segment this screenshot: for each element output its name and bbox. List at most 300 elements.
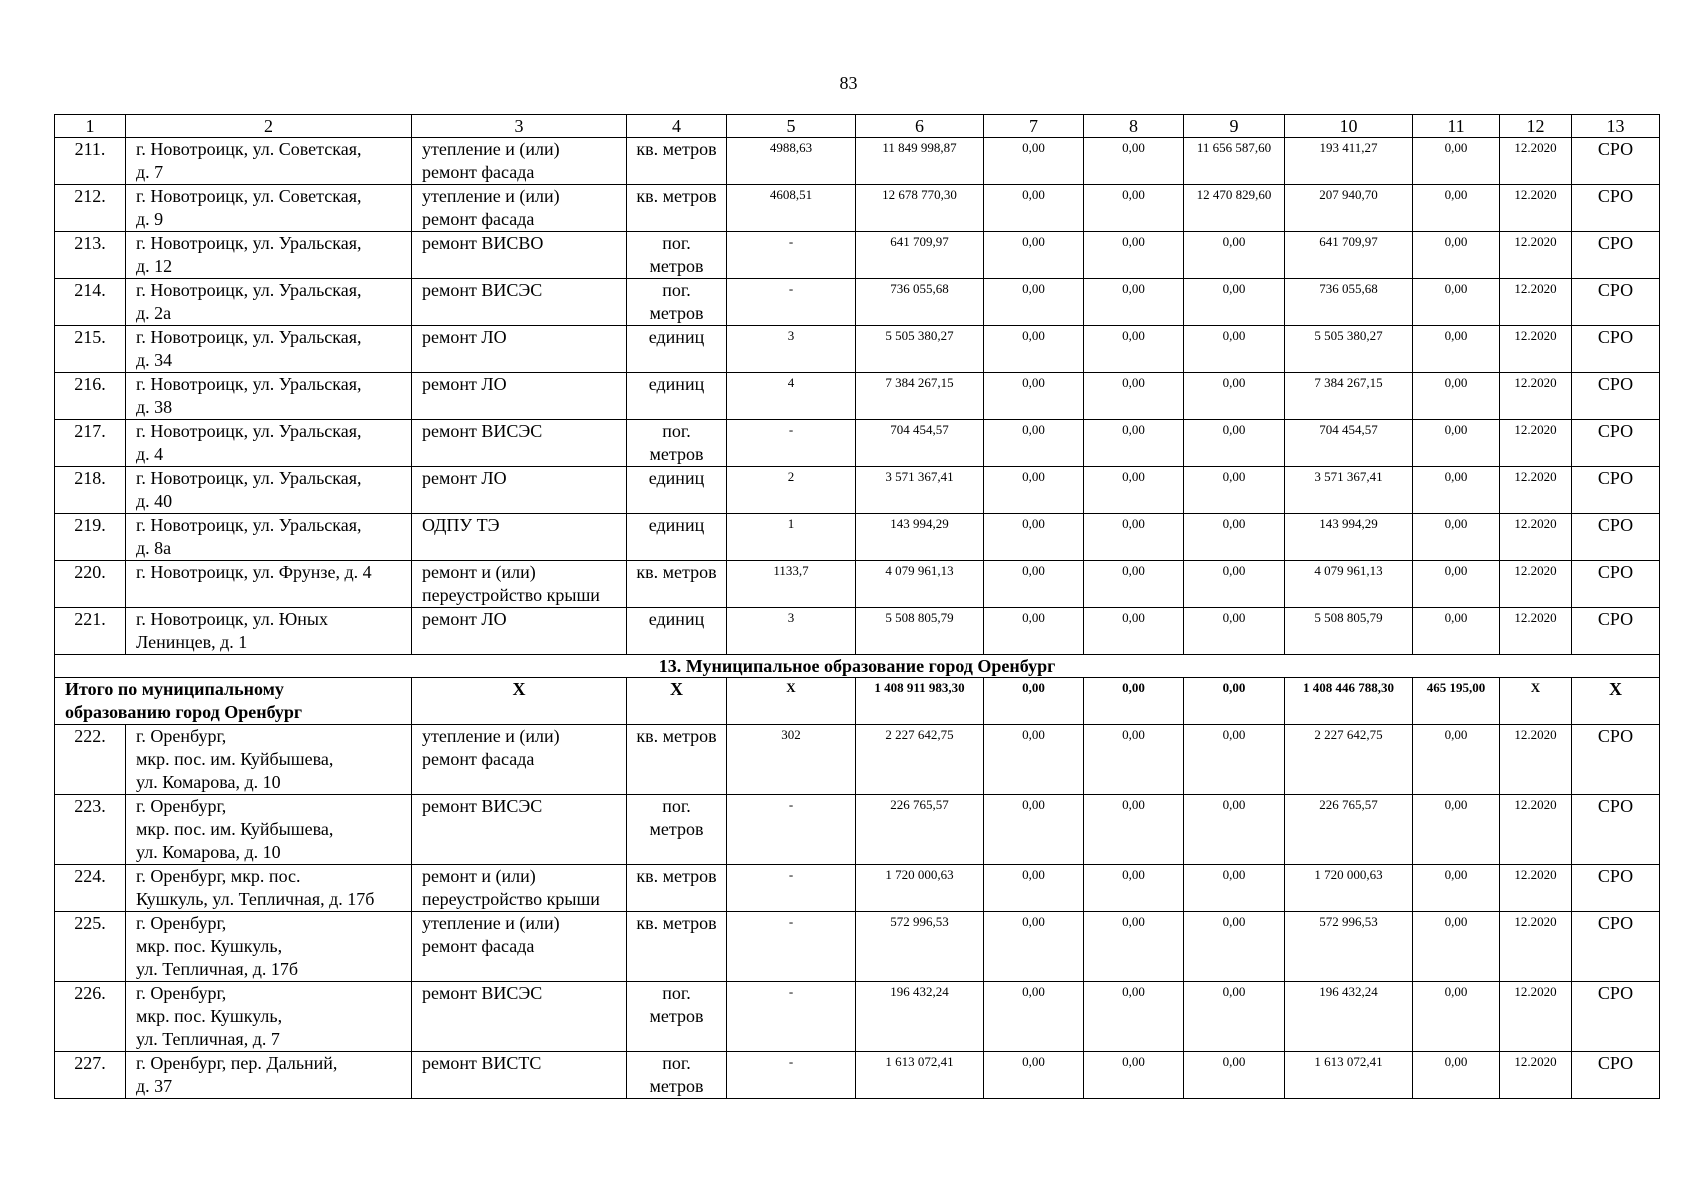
- owners-funds-cell: 143 994,29: [1285, 514, 1413, 561]
- owners-funds-cell: 196 432,24: [1285, 982, 1413, 1052]
- method-cell: СРО: [1572, 561, 1660, 608]
- local-budget-cell: 0,00: [1184, 420, 1285, 467]
- budget-cell: 0,00: [1084, 912, 1184, 982]
- total-other-funds-cell: 465 195,00: [1413, 678, 1500, 725]
- address-cell-line: ул. Комарова, д. 10: [136, 842, 281, 862]
- total-x-cell: X: [1500, 678, 1572, 725]
- volume-cell: 1133,7: [727, 561, 856, 608]
- table-row: [55, 467, 1660, 514]
- budget-cell: 0,00: [1084, 725, 1184, 795]
- unit-cell-line: кв. метров: [636, 726, 717, 746]
- term-cell: 12.2020: [1500, 138, 1572, 185]
- other-funds-cell: 0,00: [1413, 561, 1500, 608]
- unit-cell-line: пог.: [662, 983, 691, 1003]
- total-x-cell: X: [627, 678, 727, 725]
- address-cell-line: д. 12: [136, 256, 173, 276]
- volume-cell: 1: [727, 514, 856, 561]
- column-number: 12: [1500, 115, 1572, 138]
- unit-cell-line: пог.: [662, 280, 691, 300]
- local-budget-cell: 0,00: [1184, 608, 1285, 655]
- address-cell-line: г. Новотроицк, ул. Уральская,: [136, 421, 362, 441]
- address-cell: [126, 865, 412, 912]
- work-type-cell-line: утепление и (или): [422, 726, 560, 746]
- unit-cell-line: метров: [649, 819, 704, 839]
- address-cell: [126, 326, 412, 373]
- column-number: 11: [1413, 115, 1500, 138]
- address-cell-line: мкр. пос. Кушкуль,: [136, 1006, 283, 1026]
- total-cost-cell: 736 055,68: [856, 279, 984, 326]
- volume-cell: -: [727, 279, 856, 326]
- unit-cell: [627, 279, 727, 326]
- owners-funds-cell: 3 571 367,41: [1285, 467, 1413, 514]
- owners-funds-cell: 226 765,57: [1285, 795, 1413, 865]
- row-number: 225.: [55, 912, 126, 982]
- fund-cell: 0,00: [984, 1052, 1084, 1099]
- work-type-cell-line: ремонт ЛО: [422, 468, 507, 488]
- unit-cell-line: кв. метров: [636, 139, 717, 159]
- table-row: [55, 865, 1660, 912]
- work-type-cell: [412, 865, 627, 912]
- term-cell: 12.2020: [1500, 279, 1572, 326]
- total-fund-cell: 0,00: [984, 678, 1084, 725]
- local-budget-cell: 0,00: [1184, 912, 1285, 982]
- address-cell-line: г. Новотроицк, ул. Уральская,: [136, 468, 362, 488]
- other-funds-cell: 0,00: [1413, 279, 1500, 326]
- local-budget-cell: 0,00: [1184, 561, 1285, 608]
- unit-cell-line: кв. метров: [636, 913, 717, 933]
- address-cell: [126, 185, 412, 232]
- owners-funds-cell: 193 411,27: [1285, 138, 1413, 185]
- local-budget-cell: 0,00: [1184, 982, 1285, 1052]
- table-row: [55, 725, 1660, 795]
- unit-cell-line: пог.: [662, 233, 691, 253]
- total-cost-cell: 1 613 072,41: [856, 1052, 984, 1099]
- budget-cell: 0,00: [1084, 232, 1184, 279]
- address-cell-line: мкр. пос. им. Куйбышева,: [136, 819, 334, 839]
- unit-cell: [627, 561, 727, 608]
- unit-cell: [627, 865, 727, 912]
- method-cell: СРО: [1572, 326, 1660, 373]
- budget-cell: 0,00: [1084, 1052, 1184, 1099]
- unit-cell: [627, 608, 727, 655]
- total-cost-cell: 2 227 642,75: [856, 725, 984, 795]
- address-cell-line: г. Новотроицк, ул. Уральская,: [136, 233, 362, 253]
- address-cell-line: Ленинцев, д. 1: [136, 632, 248, 652]
- unit-cell: [627, 326, 727, 373]
- volume-cell: 4: [727, 373, 856, 420]
- address-cell: [126, 467, 412, 514]
- owners-funds-cell: 1 613 072,41: [1285, 1052, 1413, 1099]
- address-cell-line: г. Новотроицк, ул. Уральская,: [136, 374, 362, 394]
- column-number: 1: [55, 115, 126, 138]
- method-cell: СРО: [1572, 1052, 1660, 1099]
- fund-cell: 0,00: [984, 982, 1084, 1052]
- column-number: 10: [1285, 115, 1413, 138]
- fund-cell: 0,00: [984, 561, 1084, 608]
- method-cell: СРО: [1572, 373, 1660, 420]
- column-number: 2: [126, 115, 412, 138]
- row-number: 219.: [55, 514, 126, 561]
- address-cell-line: д. 34: [136, 350, 173, 370]
- volume-cell: -: [727, 982, 856, 1052]
- address-cell-line: д. 7: [136, 162, 164, 182]
- row-number: 226.: [55, 982, 126, 1052]
- table-row: [55, 1052, 1660, 1099]
- repair-program-table: [54, 114, 1660, 1099]
- address-cell-line: ул. Тепличная, д. 17б: [136, 959, 299, 979]
- local-budget-cell: 0,00: [1184, 279, 1285, 326]
- unit-cell-line: пог.: [662, 421, 691, 441]
- budget-cell: 0,00: [1084, 185, 1184, 232]
- total-local-budget-cell: 0,00: [1184, 678, 1285, 725]
- local-budget-cell: 0,00: [1184, 1052, 1285, 1099]
- unit-cell-line: единиц: [648, 515, 705, 535]
- method-cell: СРО: [1572, 725, 1660, 795]
- address-cell-line: г. Оренбург,: [136, 796, 227, 816]
- work-type-cell: [412, 279, 627, 326]
- unit-cell-line: кв. метров: [636, 866, 717, 886]
- work-type-cell: [412, 514, 627, 561]
- address-cell-line: г. Оренбург, пер. Дальний,: [136, 1053, 338, 1073]
- row-number: 214.: [55, 279, 126, 326]
- total-cost-cell: 4 079 961,13: [856, 561, 984, 608]
- method-cell: СРО: [1572, 514, 1660, 561]
- other-funds-cell: 0,00: [1413, 865, 1500, 912]
- address-cell: [126, 795, 412, 865]
- address-cell-line: мкр. пос. им. Куйбышева,: [136, 749, 334, 769]
- work-type-cell: [412, 185, 627, 232]
- row-number: 211.: [55, 138, 126, 185]
- unit-cell-line: метров: [649, 444, 704, 464]
- owners-funds-cell: 704 454,57: [1285, 420, 1413, 467]
- row-number: 223.: [55, 795, 126, 865]
- method-cell: СРО: [1572, 279, 1660, 326]
- total-label: [55, 678, 412, 725]
- volume-cell: 4608,51: [727, 185, 856, 232]
- row-number: 224.: [55, 865, 126, 912]
- fund-cell: 0,00: [984, 912, 1084, 982]
- row-number: 227.: [55, 1052, 126, 1099]
- term-cell: 12.2020: [1500, 420, 1572, 467]
- table-row: [55, 373, 1660, 420]
- work-type-cell-line: переустройство крыши: [422, 585, 600, 605]
- local-budget-cell: 12 470 829,60: [1184, 185, 1285, 232]
- volume-cell: -: [727, 795, 856, 865]
- budget-cell: 0,00: [1084, 608, 1184, 655]
- unit-cell-line: метров: [649, 1076, 704, 1096]
- total-cost-cell: 5 505 380,27: [856, 326, 984, 373]
- term-cell: 12.2020: [1500, 1052, 1572, 1099]
- address-cell-line: д. 37: [136, 1076, 173, 1096]
- fund-cell: 0,00: [984, 725, 1084, 795]
- row-number: 213.: [55, 232, 126, 279]
- address-cell: [126, 561, 412, 608]
- address-cell: [126, 608, 412, 655]
- table-row: [55, 561, 1660, 608]
- method-cell: СРО: [1572, 420, 1660, 467]
- other-funds-cell: 0,00: [1413, 420, 1500, 467]
- address-cell: [126, 138, 412, 185]
- row-number: 218.: [55, 467, 126, 514]
- address-cell-line: д. 4: [136, 444, 164, 464]
- other-funds-cell: 0,00: [1413, 912, 1500, 982]
- unit-cell-line: метров: [649, 256, 704, 276]
- column-number: 3: [412, 115, 627, 138]
- address-cell-line: ул. Комарова, д. 10: [136, 772, 281, 792]
- local-budget-cell: 11 656 587,60: [1184, 138, 1285, 185]
- row-number: 221.: [55, 608, 126, 655]
- unit-cell: [627, 420, 727, 467]
- total-x-cell: X: [412, 678, 627, 725]
- owners-funds-cell: 572 996,53: [1285, 912, 1413, 982]
- total-owners-funds-cell: 1 408 446 788,30: [1285, 678, 1413, 725]
- owners-funds-cell: 1 720 000,63: [1285, 865, 1413, 912]
- row-number: 215.: [55, 326, 126, 373]
- owners-funds-cell: 207 940,70: [1285, 185, 1413, 232]
- unit-cell-line: единиц: [648, 468, 705, 488]
- budget-cell: 0,00: [1084, 326, 1184, 373]
- local-budget-cell: 0,00: [1184, 326, 1285, 373]
- term-cell: 12.2020: [1500, 326, 1572, 373]
- owners-funds-cell: 2 227 642,75: [1285, 725, 1413, 795]
- other-funds-cell: 0,00: [1413, 1052, 1500, 1099]
- address-cell-line: д. 40: [136, 491, 173, 511]
- work-type-cell-line: ОДПУ ТЭ: [422, 515, 500, 535]
- volume-cell: 2: [727, 467, 856, 514]
- address-cell: [126, 373, 412, 420]
- local-budget-cell: 0,00: [1184, 514, 1285, 561]
- owners-funds-cell: 7 384 267,15: [1285, 373, 1413, 420]
- local-budget-cell: 0,00: [1184, 467, 1285, 514]
- total-cost-cell: 704 454,57: [856, 420, 984, 467]
- unit-cell: [627, 467, 727, 514]
- work-type-cell-line: ремонт и (или): [422, 562, 536, 582]
- term-cell: 12.2020: [1500, 185, 1572, 232]
- work-type-cell: [412, 795, 627, 865]
- term-cell: 12.2020: [1500, 467, 1572, 514]
- owners-funds-cell: 736 055,68: [1285, 279, 1413, 326]
- other-funds-cell: 0,00: [1413, 467, 1500, 514]
- total-cost-cell: 5 508 805,79: [856, 608, 984, 655]
- fund-cell: 0,00: [984, 420, 1084, 467]
- budget-cell: 0,00: [1084, 982, 1184, 1052]
- volume-cell: 4988,63: [727, 138, 856, 185]
- budget-cell: 0,00: [1084, 561, 1184, 608]
- budget-cell: 0,00: [1084, 138, 1184, 185]
- total-cost-cell: 226 765,57: [856, 795, 984, 865]
- work-type-cell-line: ремонт ВИСЭС: [422, 983, 543, 1003]
- term-cell: 12.2020: [1500, 373, 1572, 420]
- unit-cell: [627, 725, 727, 795]
- total-cost-cell: 1 408 911 983,30: [856, 678, 984, 725]
- address-cell: [126, 1052, 412, 1099]
- unit-cell: [627, 1052, 727, 1099]
- address-cell-line: д. 2а: [136, 303, 172, 323]
- other-funds-cell: 0,00: [1413, 982, 1500, 1052]
- other-funds-cell: 0,00: [1413, 608, 1500, 655]
- table-row: [55, 232, 1660, 279]
- column-number: 7: [984, 115, 1084, 138]
- address-cell: [126, 982, 412, 1052]
- total-cost-cell: 12 678 770,30: [856, 185, 984, 232]
- address-cell-line: г. Новотроицк, ул. Уральская,: [136, 515, 362, 535]
- unit-cell-line: единиц: [648, 374, 705, 394]
- work-type-cell: [412, 138, 627, 185]
- term-cell: 12.2020: [1500, 795, 1572, 865]
- unit-cell: [627, 795, 727, 865]
- volume-cell: -: [727, 865, 856, 912]
- address-cell-line: д. 8а: [136, 538, 172, 558]
- row-number: 212.: [55, 185, 126, 232]
- total-x-cell: X: [727, 678, 856, 725]
- method-cell: СРО: [1572, 232, 1660, 279]
- fund-cell: 0,00: [984, 467, 1084, 514]
- address-cell-line: г. Новотроицк, ул. Юных: [136, 609, 329, 629]
- unit-cell: [627, 514, 727, 561]
- method-cell: СРО: [1572, 608, 1660, 655]
- total-budget-cell: 0,00: [1084, 678, 1184, 725]
- term-cell: 12.2020: [1500, 561, 1572, 608]
- column-number: 9: [1184, 115, 1285, 138]
- fund-cell: 0,00: [984, 326, 1084, 373]
- budget-cell: 0,00: [1084, 514, 1184, 561]
- table-row: [55, 982, 1660, 1052]
- volume-cell: 302: [727, 725, 856, 795]
- fund-cell: 0,00: [984, 138, 1084, 185]
- fund-cell: 0,00: [984, 795, 1084, 865]
- unit-cell: [627, 232, 727, 279]
- column-number: 13: [1572, 115, 1660, 138]
- address-cell-line: г. Новотроицк, ул. Фрунзе, д. 4: [136, 562, 372, 582]
- address-cell-line: г. Оренбург, мкр. пос.: [136, 866, 301, 886]
- work-type-cell: [412, 1052, 627, 1099]
- work-type-cell: [412, 232, 627, 279]
- row-number: 222.: [55, 725, 126, 795]
- work-type-cell-line: ремонт фасада: [422, 162, 535, 182]
- budget-cell: 0,00: [1084, 420, 1184, 467]
- table-row: [55, 514, 1660, 561]
- total-row: [55, 678, 1660, 725]
- work-type-cell-line: ремонт фасада: [422, 209, 535, 229]
- address-cell-line: ул. Тепличная, д. 7: [136, 1029, 280, 1049]
- work-type-cell-line: ремонт и (или): [422, 866, 536, 886]
- row-number: 216.: [55, 373, 126, 420]
- method-cell: СРО: [1572, 865, 1660, 912]
- fund-cell: 0,00: [984, 514, 1084, 561]
- column-number: 6: [856, 115, 984, 138]
- address-cell: [126, 232, 412, 279]
- method-cell: СРО: [1572, 912, 1660, 982]
- address-cell-line: д. 9: [136, 209, 164, 229]
- address-cell-line: г. Новотроицк, ул. Уральская,: [136, 280, 362, 300]
- table-row: [55, 912, 1660, 982]
- term-cell: 12.2020: [1500, 514, 1572, 561]
- owners-funds-cell: 5 508 805,79: [1285, 608, 1413, 655]
- work-type-cell-line: переустройство крыши: [422, 889, 600, 909]
- unit-cell-line: единиц: [648, 327, 705, 347]
- work-type-cell: [412, 982, 627, 1052]
- section-title-row: [55, 655, 1660, 678]
- unit-cell-line: метров: [649, 1006, 704, 1026]
- term-cell: 12.2020: [1500, 608, 1572, 655]
- other-funds-cell: 0,00: [1413, 514, 1500, 561]
- address-cell-line: г. Новотроицк, ул. Советская,: [136, 139, 362, 159]
- local-budget-cell: 0,00: [1184, 373, 1285, 420]
- fund-cell: 0,00: [984, 185, 1084, 232]
- volume-cell: 3: [727, 326, 856, 373]
- column-number: 4: [627, 115, 727, 138]
- method-cell: СРО: [1572, 185, 1660, 232]
- column-number: 5: [727, 115, 856, 138]
- unit-cell-line: метров: [649, 303, 704, 323]
- budget-cell: 0,00: [1084, 865, 1184, 912]
- address-cell-line: д. 38: [136, 397, 173, 417]
- other-funds-cell: 0,00: [1413, 185, 1500, 232]
- address-cell: [126, 912, 412, 982]
- total-cost-cell: 143 994,29: [856, 514, 984, 561]
- fund-cell: 0,00: [984, 373, 1084, 420]
- owners-funds-cell: 5 505 380,27: [1285, 326, 1413, 373]
- other-funds-cell: 0,00: [1413, 725, 1500, 795]
- volume-cell: -: [727, 232, 856, 279]
- total-cost-cell: 1 720 000,63: [856, 865, 984, 912]
- address-cell-line: мкр. пос. Кушкуль,: [136, 936, 283, 956]
- fund-cell: 0,00: [984, 279, 1084, 326]
- address-cell-line: г. Оренбург,: [136, 913, 227, 933]
- table-row: [55, 279, 1660, 326]
- total-label-line: Итого по муниципальному: [65, 679, 284, 699]
- total-cost-cell: 572 996,53: [856, 912, 984, 982]
- work-type-cell: [412, 912, 627, 982]
- work-type-cell: [412, 420, 627, 467]
- address-cell-line: г. Оренбург,: [136, 983, 227, 1003]
- work-type-cell-line: ремонт ВИСТС: [422, 1053, 542, 1073]
- owners-funds-cell: 641 709,97: [1285, 232, 1413, 279]
- work-type-cell: [412, 373, 627, 420]
- fund-cell: 0,00: [984, 232, 1084, 279]
- work-type-cell: [412, 725, 627, 795]
- total-x-cell: X: [1572, 678, 1660, 725]
- work-type-cell-line: ремонт фасада: [422, 936, 535, 956]
- unit-cell-line: кв. метров: [636, 186, 717, 206]
- volume-cell: -: [727, 1052, 856, 1099]
- table-row: [55, 795, 1660, 865]
- total-cost-cell: 11 849 998,87: [856, 138, 984, 185]
- fund-cell: 0,00: [984, 865, 1084, 912]
- other-funds-cell: 0,00: [1413, 138, 1500, 185]
- address-cell-line: Кушкуль, ул. Тепличная, д. 17б: [136, 889, 375, 909]
- address-cell: [126, 514, 412, 561]
- page-number: 83: [839, 73, 858, 93]
- work-type-cell: [412, 561, 627, 608]
- term-cell: 12.2020: [1500, 725, 1572, 795]
- total-cost-cell: 196 432,24: [856, 982, 984, 1052]
- term-cell: 12.2020: [1500, 865, 1572, 912]
- volume-cell: 3: [727, 608, 856, 655]
- term-cell: 12.2020: [1500, 232, 1572, 279]
- method-cell: СРО: [1572, 795, 1660, 865]
- method-cell: СРО: [1572, 138, 1660, 185]
- work-type-cell-line: ремонт ВИСВО: [422, 233, 544, 253]
- table-row: [55, 608, 1660, 655]
- unit-cell: [627, 982, 727, 1052]
- work-type-cell-line: ремонт ЛО: [422, 609, 507, 629]
- total-cost-cell: 7 384 267,15: [856, 373, 984, 420]
- total-cost-cell: 3 571 367,41: [856, 467, 984, 514]
- table-row: [55, 420, 1660, 467]
- budget-cell: 0,00: [1084, 795, 1184, 865]
- total-label-line: образованию город Оренбург: [65, 702, 303, 722]
